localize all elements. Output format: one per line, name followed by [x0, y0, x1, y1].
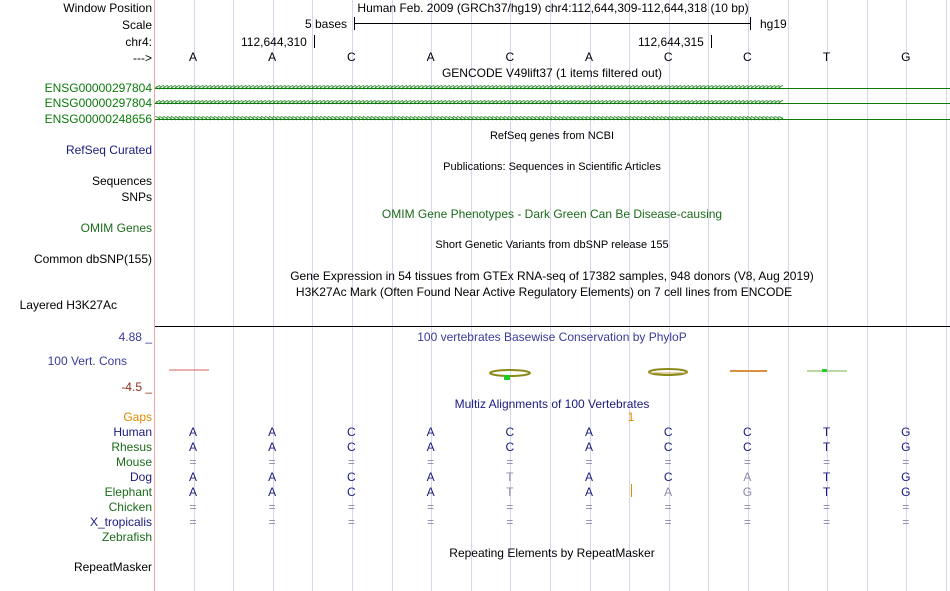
scale-bar [354, 23, 750, 24]
snps-track-label[interactable]: SNPs [121, 190, 152, 204]
gencode-gene-label[interactable]: ENSG00000248656 [44, 112, 152, 126]
base-letter: A [188, 50, 198, 64]
phylop-track-title[interactable]: 100 vertebrates Basewise Conservation by PhyloP [417, 330, 687, 344]
aligned-base: = [189, 455, 197, 469]
aligned-base: C [743, 440, 752, 454]
repeatmasker-track-label[interactable]: RepeatMasker [73, 560, 152, 574]
aligned-base: T [822, 425, 831, 439]
aligned-base: A [268, 440, 277, 454]
minus-strand-arrows-icon[interactable]: <<<<<<<<<<<<<<<<<<<<<<<<<<<<<<<<<<<<<<<<<<<<<<<<<<<<<<<<<<<<<<<<<<<<<<<<<<<<<<<<<<<<<<<<<<<<<<<<<<<<<<<<<<<<<<<<<<<<<<<<<<<<<<<<<<<<<<<<<<<<<<<<<<<<<<<<<<<<<<<< [155, 83, 782, 93]
aligned-base: A [426, 485, 435, 499]
aligned-base: C [347, 440, 356, 454]
aligned-base: C [347, 470, 356, 484]
phylop-track-label[interactable]: 100 Vert. Cons [47, 354, 127, 368]
aligned-base: = [664, 515, 672, 529]
aligned-base: A [268, 470, 277, 484]
aligned-base: = [347, 455, 355, 469]
aligned-base: A [743, 470, 752, 484]
phylop-min-value: -4.5 _ [121, 380, 152, 394]
base-letter: C [743, 50, 752, 64]
aligned-base: A [584, 440, 594, 454]
aligned-base: C [505, 440, 515, 454]
dbsnp-track-title[interactable]: Short Genetic Variants from dbSNP release 155 [435, 239, 669, 251]
multiz-track-title[interactable]: Multiz Alignments of 100 Vertebrates [454, 397, 650, 411]
gaps-label: Gaps [123, 410, 152, 424]
aligned-base: A [188, 485, 198, 499]
aligned-base: A [426, 470, 435, 484]
aligned-base: A [664, 485, 673, 499]
aligned-base: A [584, 425, 594, 439]
aligned-base: A [584, 485, 594, 499]
h3k27ac-track-title[interactable]: H3K27Ac Mark (Often Found Near Active Regulatory Elements) on 7 cell lines from ENCODE [295, 285, 793, 299]
aligned-base: = [902, 455, 910, 469]
scale-bar-text: 5 bases [305, 17, 348, 31]
coord-left-tick [314, 35, 315, 48]
species-label[interactable]: Human [113, 425, 152, 439]
aligned-base: C [505, 425, 515, 439]
plus-strand-arrows-icon[interactable]: >>>>>>>>>>>>>>>>>>>>>>>>>>>>>>>>>>>>>>>>>>>>>>>>>>>>>>>>>>>>>>>>>>>>>>>>>>>>>>>>>>>>>>>>>>>>>>>>>>>>>>>>>>>>>>>>>>>>>>>>>>>>>>>>>>>>>>>>>>>>>>>>>>>>>>>>>>>>>>>> [155, 114, 782, 124]
base-letter: A [426, 50, 435, 64]
assembly-position-text: Human Feb. 2009 (GRCh37/hg19) chr4:112,644,309-112,644,318 (10 bp) [357, 1, 749, 15]
aligned-base: = [506, 455, 514, 469]
track-label-column [0, 0, 154, 591]
h3k27ac-track-label[interactable]: Layered H3K27Ac [19, 298, 117, 312]
coord-right-text: 112,644,315 [638, 35, 704, 49]
aligned-base: = [268, 515, 276, 529]
h3k27ac-track-baseline [155, 326, 950, 327]
base-letter: T [822, 50, 831, 64]
base-letter: C [663, 50, 673, 64]
base-letter: A [584, 50, 594, 64]
gencode-gene-label[interactable]: ENSG00000297804 [44, 96, 152, 110]
repeatmasker-track-title[interactable]: Repeating Elements by RepeatMasker [449, 546, 655, 560]
sequences-track-label[interactable]: Sequences [91, 174, 152, 188]
gap-marker [631, 484, 632, 497]
scale-label: Scale [121, 18, 152, 32]
aligned-base: A [584, 470, 594, 484]
base-letter: A [268, 50, 277, 64]
aligned-base: = [823, 515, 831, 529]
aligned-base: C [663, 425, 673, 439]
aligned-base: = [902, 515, 910, 529]
aligned-base: = [347, 515, 355, 529]
aligned-base: A [426, 425, 435, 439]
window-position-label: Window Position [63, 1, 152, 15]
gtex-track-title[interactable]: Gene Expression in 54 tissues from GTEx RNA-seq of 17382 samples, 948 donors (V8, Aug 2019) [290, 269, 814, 283]
gaps-value: 1 [627, 410, 635, 424]
omim-track-label[interactable]: OMIM Genes [80, 221, 152, 235]
scale-bar-right-tick [750, 17, 751, 30]
species-label[interactable]: Rhesus [111, 440, 152, 454]
species-label[interactable]: Dog [129, 470, 152, 484]
db-label: hg19 [760, 17, 787, 31]
aligned-base: = [585, 500, 593, 514]
dbsnp-track-label[interactable]: Common dbSNP(155) [33, 252, 152, 266]
phylop-conservation-graph [155, 356, 950, 386]
aligned-base: G [742, 485, 753, 499]
coord-left-text: 112,644,310 [241, 35, 307, 49]
aligned-base: = [506, 500, 514, 514]
species-label[interactable]: X_tropicalis [89, 515, 152, 529]
aligned-base: G [901, 425, 911, 439]
aligned-base: A [268, 485, 277, 499]
base-letter: C [347, 50, 356, 64]
aligned-base: = [189, 500, 197, 514]
aligned-base: G [901, 485, 911, 499]
aligned-base: T [506, 485, 514, 499]
aligned-base: T [822, 470, 831, 484]
aligned-base: A [268, 425, 277, 439]
aligned-base: T [822, 440, 831, 454]
aligned-base: T [822, 485, 831, 499]
aligned-base: G [901, 440, 911, 454]
phylop-max-value: 4.88 _ [118, 330, 152, 344]
refseq-track-title[interactable]: RefSeq genes from NCBI [489, 130, 615, 142]
genome-browser-track-area[interactable] [155, 0, 950, 591]
aligned-base: = [427, 515, 435, 529]
species-label[interactable]: Elephant [104, 485, 152, 499]
aligned-base: = [664, 500, 672, 514]
species-label[interactable]: Mouse [115, 455, 152, 469]
aligned-base: = [585, 455, 593, 469]
aligned-base: C [663, 470, 673, 484]
aligned-base: = [823, 455, 831, 469]
gencode-track-title[interactable]: GENCODE V49lift37 (1 items filtered out) [441, 66, 663, 80]
aligned-base: A [426, 440, 435, 454]
aligned-base: = [427, 500, 435, 514]
aligned-base: = [743, 500, 751, 514]
publications-track-title[interactable]: Publications: Sequences in Scientific Articles [443, 161, 661, 173]
aligned-base: = [189, 515, 197, 529]
aligned-base: = [585, 515, 593, 529]
aligned-base: = [427, 455, 435, 469]
gencode-gene-label[interactable]: ENSG00000297804 [44, 81, 152, 95]
base-letter: G [901, 50, 911, 64]
aligned-base: C [743, 425, 752, 439]
omim-track-title[interactable]: OMIM Gene Phenotypes - Dark Green Can Be Disease-causing [381, 207, 723, 221]
aligned-base: G [901, 470, 911, 484]
chrom-label: chr4: [125, 35, 152, 49]
aligned-base: A [188, 440, 198, 454]
coord-right-tick [711, 35, 712, 48]
aligned-base: = [823, 500, 831, 514]
base-letter: C [505, 50, 515, 64]
minus-strand-arrows-icon[interactable]: <<<<<<<<<<<<<<<<<<<<<<<<<<<<<<<<<<<<<<<<<<<<<<<<<<<<<<<<<<<<<<<<<<<<<<<<<<<<<<<<<<<<<<<<<<<<<<<<<<<<<<<<<<<<<<<<<<<<<<<<<<<<<<<<<<<<<<<<<<<<<<<<<<<<<<<<<<<<<<<< [155, 98, 782, 108]
species-label[interactable]: Chicken [108, 500, 152, 514]
aligned-base: = [664, 455, 672, 469]
aligned-base: = [743, 455, 751, 469]
refseq-track-label[interactable]: RefSeq Curated [65, 143, 152, 157]
aligned-base: C [347, 485, 356, 499]
strand-label: ---> [133, 51, 152, 65]
aligned-base: C [347, 425, 356, 439]
species-label[interactable]: Zebrafish [101, 530, 152, 544]
aligned-base: = [902, 500, 910, 514]
aligned-base: T [506, 470, 514, 484]
aligned-base: = [347, 500, 355, 514]
aligned-base: A [188, 470, 198, 484]
aligned-base: A [188, 425, 198, 439]
aligned-base: = [743, 515, 751, 529]
aligned-base: = [506, 515, 514, 529]
scale-bar-left-tick [354, 17, 355, 30]
aligned-base: = [268, 500, 276, 514]
aligned-base: C [663, 440, 673, 454]
aligned-base: = [268, 455, 276, 469]
